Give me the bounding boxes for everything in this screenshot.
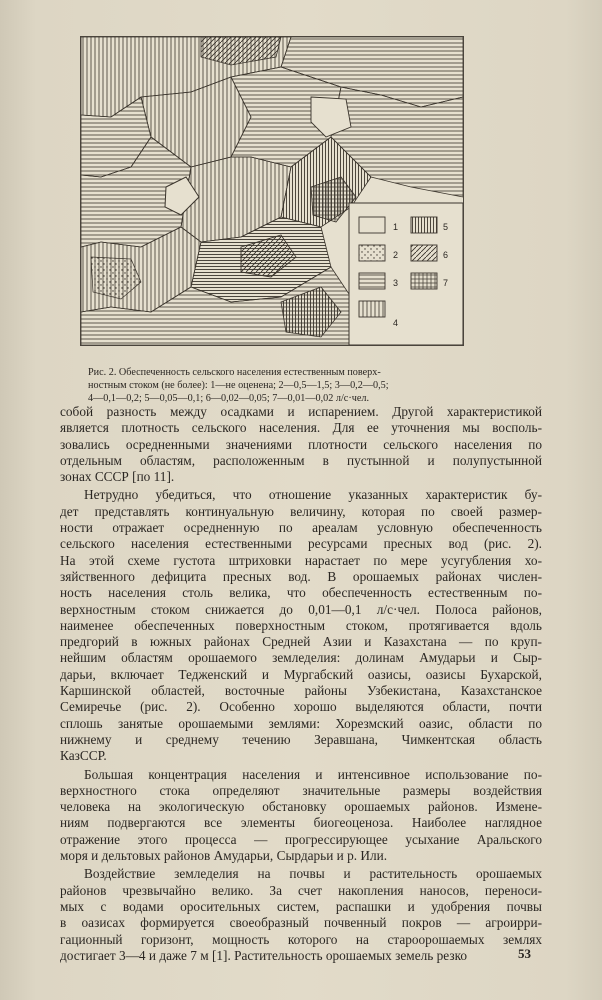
text-line: нейшим областям орошаемого земледелия: долинам Амударьи и Сыр- <box>60 650 542 666</box>
text-line: верхностного стока определяют значительные размеры воздействия <box>60 782 542 798</box>
caption-line: 4—0,1—0,2; 5—0,05—0,1; 6—0,02—0,05; 7—0,01—0,02 л/с·чел. <box>88 393 370 404</box>
legend-swatch-6 <box>411 245 437 261</box>
text-line: моря и дельтовых районов Амударьи, Сырдарьи и р. Или. <box>60 848 388 864</box>
text-line: дет представлять континуальную величину, которая по своей размер- <box>60 503 542 519</box>
text-line: зяйственного дефицита пресных вод. В орошаемых районах числен- <box>60 568 542 584</box>
text-line: КазССР. <box>60 748 107 764</box>
paragraph <box>60 487 542 764</box>
text-line: мых с водами оросительных систем, распашки и удобрения почвы <box>60 898 542 914</box>
legend-label-6: 6 <box>443 250 449 260</box>
map-figure <box>80 36 464 346</box>
text-line: нижнему и среднему течению Зеравшана, Чимкентская область <box>60 731 542 747</box>
text-line: гационный горизонт, мощность которого на староорошаемых землях <box>60 931 542 947</box>
text-line: собой разность между осадками и испарением. Другой характеристикой <box>60 404 542 419</box>
text-line: отдельным областям, расположенным в пустынной и полупустынной <box>60 452 542 468</box>
text-line: зовались осредненными значениями плотности сельского населения по <box>60 436 542 452</box>
text-line: дарьи, включает Тедженский и Мургабский оазисы, оазисы Бухарской, <box>60 666 542 682</box>
text-line: сплошь занятые орошаемыми землями: Хорезмский оазис, области по <box>60 715 542 731</box>
legend-label-7: 7 <box>443 278 449 288</box>
legend-swatch-1 <box>359 217 385 233</box>
legend-swatch-3 <box>359 273 385 289</box>
text-line: достигает 3—4 и даже 7 м [1]. Растительность орошаемых земель резко <box>60 947 468 963</box>
text-line: является плотность сельского населения. Для ее уточнения мы восполь- <box>60 420 542 436</box>
text-line: На этой схеме густота штриховки нарастает по мере усугубления хо- <box>60 552 542 568</box>
legend-label-4: 4 <box>393 318 399 328</box>
text-line: Нетрудно убедиться, что отношение указанных характеристик бу- <box>84 487 542 503</box>
hatched-map <box>81 37 463 345</box>
legend-swatch-5 <box>411 217 437 233</box>
caption-line: ностным стоком (не более): 1—не оценена; 2—0,5—1,5; 3—0,2—0,5; <box>88 380 389 391</box>
text-line: Большая концентрация населения и интенсивное использование по- <box>84 766 542 782</box>
paragraph <box>60 404 542 485</box>
text-line: ниям подвергаются все элементы биогеоценоза. Наиболее наглядное <box>60 815 542 831</box>
text-line: ность населения столь велика, что обеспеченность естественным по- <box>60 585 542 601</box>
caption-line: Рис. 2. Обеспеченность сельского населения естественным поверх- <box>88 367 381 378</box>
legend-label-2: 2 <box>393 250 399 260</box>
text-line: Семиречье (рис. 2). Особенно хорошо выделяются области, почти <box>60 699 542 715</box>
text-line: верхностным стоком снижается до 0,01—0,1 л/с·чел. Полоса районов, <box>60 601 542 617</box>
text-line: предгорий в южных районах Средней Азии и Казахстана — по круп- <box>60 634 542 650</box>
legend-swatch-4 <box>359 301 385 317</box>
paragraph <box>60 767 542 865</box>
legend-label-3: 3 <box>393 278 399 288</box>
legend-swatch-2 <box>359 245 385 261</box>
text-line: человека на экологическую обстановку орошаемых районов. Измене- <box>60 799 542 815</box>
text-line: наименее обеспеченных поверхностным стоком, протягивается вдоль <box>60 617 542 633</box>
text-line: Каршинской областей, восточные районы Узбекистана, Казахстанское <box>60 683 542 699</box>
text-line: в оазисах формируется своеобразный почвенный покров — агроирри- <box>60 915 542 931</box>
text-line: сельского населения естественными ресурсами пресных вод (рис. 2). <box>60 536 542 552</box>
text-line: Воздействие земледелия на почвы и растительность орошаемых <box>84 866 542 882</box>
text-line: ности отражает осредненную по ареалам условную обеспеченность <box>60 520 542 536</box>
legend-label-1: 1 <box>393 222 399 232</box>
paragraph <box>60 866 542 964</box>
legend-swatch-7 <box>411 273 437 289</box>
text-line: отражение этого процесса — прогрессирующее усыхание Аральского <box>60 831 542 847</box>
page-number: 53 <box>518 946 531 961</box>
body-text <box>60 404 542 966</box>
text-line: зонах СССР [по 11]. <box>60 469 175 485</box>
legend-label-5: 5 <box>443 222 449 232</box>
figure-caption <box>88 366 484 405</box>
text-line: районов чрезвычайно велико. За счет накопления наносов, переноси- <box>60 882 542 898</box>
